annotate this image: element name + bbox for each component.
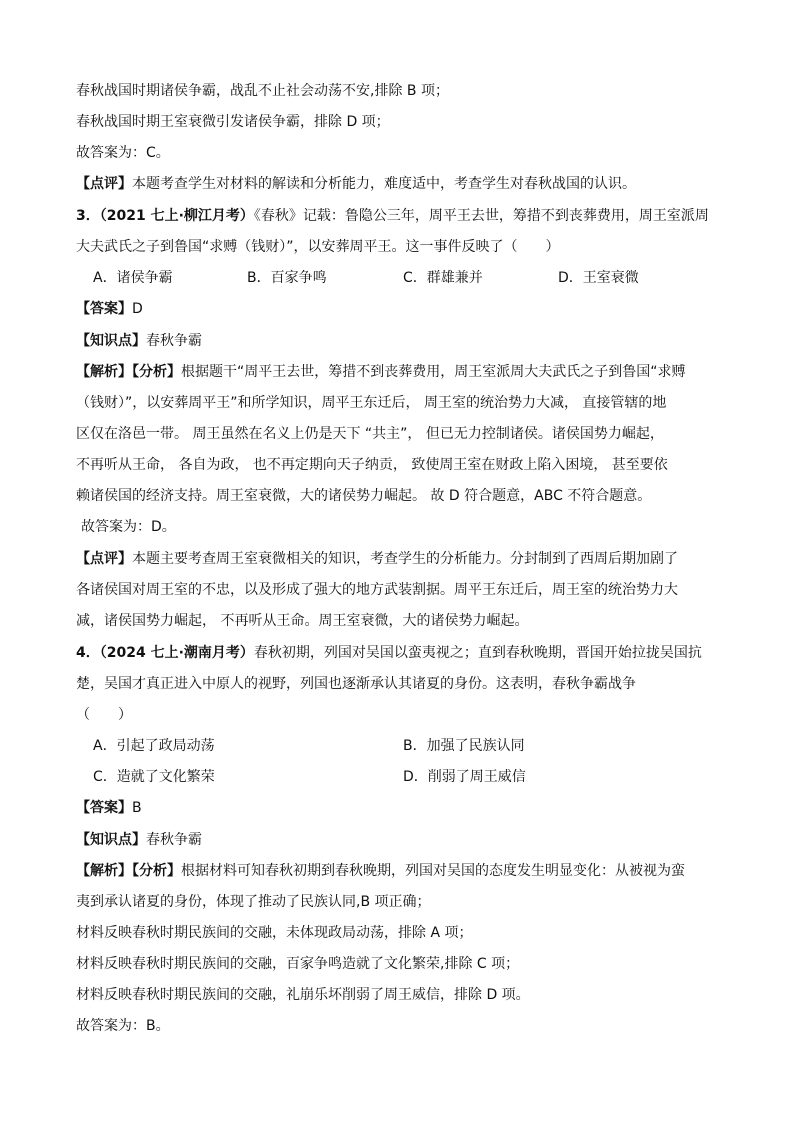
question-stem: 春秋初期，列国对吴国以蛮夷视之；直到春秋晚期，晋国开始拉拢吴国抗 bbox=[253, 645, 702, 661]
option-d: D．削弱了周王威信 bbox=[403, 769, 526, 785]
text-line: 春秋战国时期诸侯争霸，战乱不止社会动荡不安,排除 B 项； bbox=[76, 83, 449, 99]
knowledge-point: 春秋争霸 bbox=[146, 333, 202, 349]
question-source: （2021 七上·柳江月考） bbox=[99, 208, 254, 224]
analysis-line: （钱财）”，以安葬周平王”和所学知识，周平王东迁后， 周王室的统治势力大减， 直接管辖的地 bbox=[76, 395, 667, 411]
option-d: D．王室衰微 bbox=[558, 270, 639, 286]
text-line: 故答案为：C。 bbox=[76, 145, 170, 161]
comment-text: 本题主要考查周王室衰微相关的知识，考查学生的分析能力。分封制到了西周后期加剧了 bbox=[132, 551, 678, 567]
comment-tag: 【点评】 bbox=[76, 551, 132, 567]
analysis-tag: 【解析】【分析】 bbox=[76, 364, 181, 380]
answer-line bbox=[76, 299, 143, 319]
option-a: A．引起了政局动荡 bbox=[93, 738, 215, 754]
answer-line bbox=[76, 798, 142, 818]
analysis-line: 故答案为：D。 bbox=[81, 519, 176, 535]
question-number: 3． bbox=[76, 208, 100, 224]
comment-line: 各诸侯国对周王室的不忠，以及形成了强大的地方武装割据。周平王东迁后，周王室的统治势力大 bbox=[76, 582, 678, 598]
analysis-line: 区仅在洛邑一带。 周王虽然在名义上仍是天下 “共主”， 但已无力控制诸侯。诸侯国势力崛起， bbox=[76, 426, 664, 442]
analysis-text: 根据题干“周平王去世，筹措不到丧葬费用，周王室派周大夫武氏之子到鲁国“求赙 bbox=[181, 364, 686, 380]
answer-tag: 【答案】 bbox=[76, 800, 132, 816]
analysis-text: 根据材料可知春秋初期到春秋晚期，列国对吴国的态度发生明显变化：从被视为蛮 bbox=[181, 863, 685, 879]
question-stem-line: 大夫武氏之子到鲁国“求赙（钱财）”，以安葬周平王。这一事件反映了（ ） bbox=[76, 239, 560, 255]
option-b: B．加强了民族认同 bbox=[403, 738, 525, 754]
knowledge-point-line bbox=[76, 331, 202, 351]
question-number: 4． bbox=[76, 645, 100, 661]
analysis-tag: 【解析】【分析】 bbox=[76, 863, 181, 879]
question-source: （2024 七上·潮南月考） bbox=[99, 645, 254, 661]
comment-tag: 【点评】 bbox=[76, 176, 132, 192]
analysis-line: 夷到承认诸夏的身份，体现了推动了民族认同,B 项正确； bbox=[76, 894, 431, 910]
answer-value: B bbox=[132, 800, 142, 816]
knowledge-point-tag: 【知识点】 bbox=[76, 333, 146, 349]
knowledge-point-line bbox=[76, 830, 202, 850]
text-line: 春秋战国时期王室衰微引发诸侯争霸，排除 D 项； bbox=[76, 114, 390, 130]
option-c: C．群雄兼并 bbox=[403, 270, 483, 286]
comment-line bbox=[76, 549, 678, 569]
analysis-line: 材料反映春秋时期民族间的交融，百家争鸣造就了文化繁荣,排除 C 项； bbox=[76, 956, 520, 972]
analysis-line: 故答案为：B。 bbox=[76, 1018, 170, 1034]
analysis-line bbox=[76, 362, 686, 382]
question-stem: 《春秋》记载：鲁隐公三年，周平王去世，筹措不到丧葬费用，周王室派周 bbox=[253, 208, 709, 224]
option-c: C．造就了文化繁荣 bbox=[93, 769, 215, 785]
answer-tag: 【答案】 bbox=[76, 301, 132, 317]
comment-line: 减，诸侯国势力崛起， 不再听从王命。周王室衰微，大的诸侯势力崛起。 bbox=[76, 613, 529, 629]
comment-text: 本题考查学生对材料的解读和分析能力，难度适中，考查学生对春秋战国的认识。 bbox=[132, 176, 636, 192]
comment-line bbox=[76, 174, 636, 194]
answer-value: D bbox=[132, 301, 143, 317]
analysis-line: 材料反映春秋时期民族间的交融，礼崩乐坏削弱了周王威信，排除 D 项。 bbox=[76, 987, 530, 1003]
analysis-line: 赖诸侯国的经济支持。周王室衰微，大的诸侯势力崛起。 故 D 符合题意，ABC 不符合题意。 bbox=[76, 488, 652, 504]
analysis-line: 材料反映春秋时期民族间的交融，未体现政局动荡，排除 A 项； bbox=[76, 925, 473, 941]
knowledge-point-tag: 【知识点】 bbox=[76, 832, 146, 848]
question-3-stem bbox=[76, 206, 709, 226]
analysis-line bbox=[76, 861, 685, 881]
question-4-stem bbox=[76, 643, 702, 663]
question-stem-line: （ ） bbox=[76, 707, 132, 723]
option-a: A．诸侯争霸 bbox=[93, 270, 173, 286]
question-stem-line: 楚，吴国才真正进入中原人的视野，列国也逐渐承认其诸夏的身份。这表明，春秋争霸战争 bbox=[76, 676, 636, 692]
option-b: B．百家争鸣 bbox=[247, 270, 327, 286]
knowledge-point: 春秋争霸 bbox=[146, 832, 202, 848]
analysis-line: 不再听从王命， 各自为政， 也不再定期向天子纳贡， 致使周王室在财政上陷入困境， 甚至要依 bbox=[76, 457, 668, 473]
